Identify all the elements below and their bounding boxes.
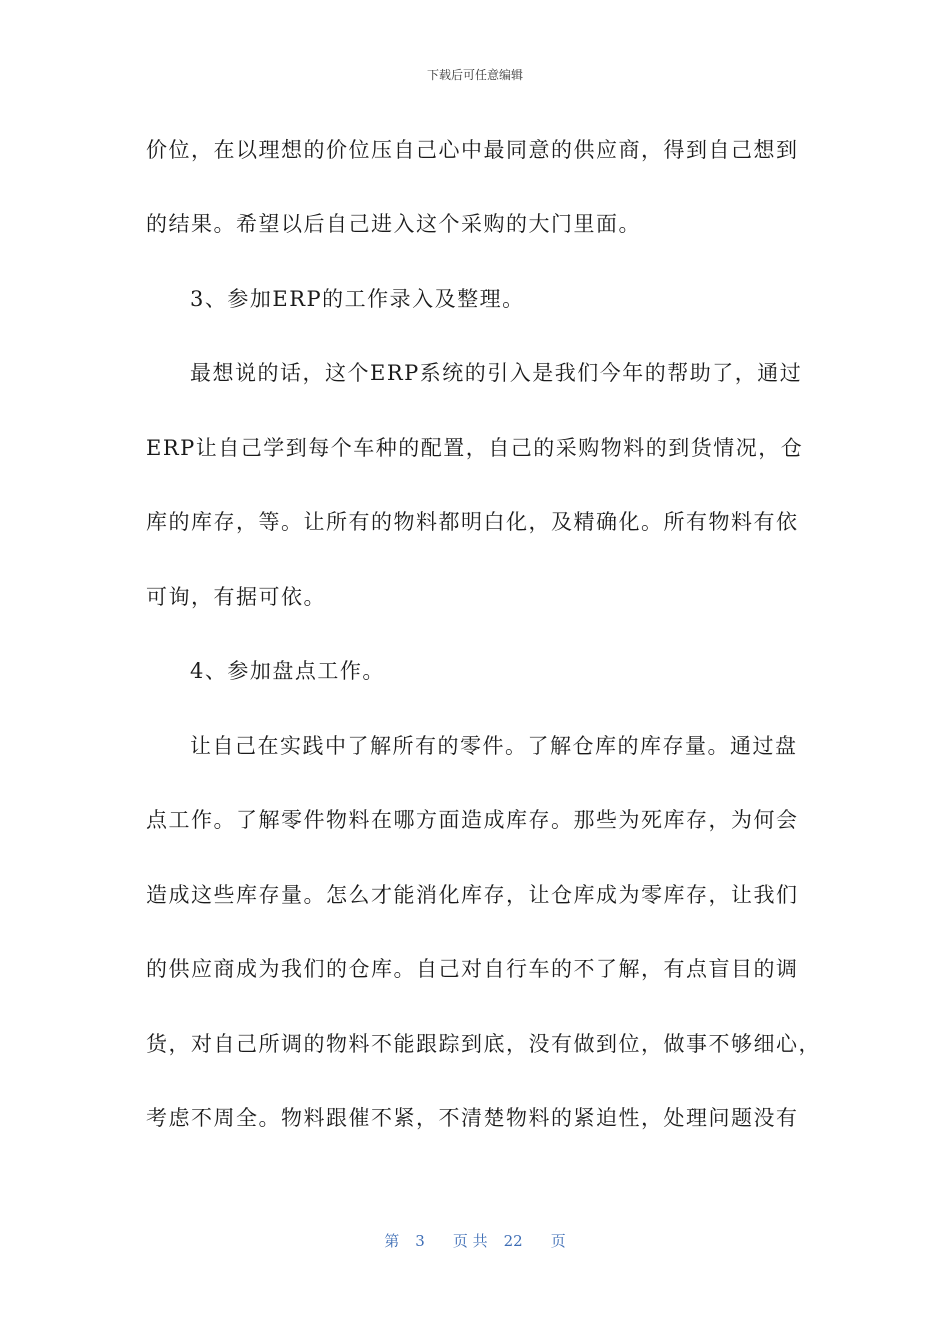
body-line: 最想说的话，这个ERP系统的引入是我们今年的帮助了，通过 [190,361,803,385]
page-mid: 页 共 [452,1232,488,1250]
body-line: 库的库存，等。让所有的物料都明白化，及精确化。所有物料有依 [146,510,799,534]
body-line: ERP让自己学到每个车种的配置，自己的采购物料的到货情况，仓 [146,436,804,460]
page-prefix: 第 [384,1232,400,1250]
body-line: 造成这些库存量。怎么才能消化库存，让仓库成为零库存，让我们 [146,883,799,907]
page-suffix: 页 [550,1232,566,1250]
page-current: 3 [415,1232,425,1250]
body-line: 点工作。了解零件物料在哪方面造成库存。那些为死库存，为何会 [146,808,799,832]
body-line: 考虑不周全。物料跟催不紧，不清楚物料的紧迫性，处理问题没有 [146,1106,799,1130]
page-footer [0,1230,950,1251]
body-line: 可询，有据可依。 [146,585,326,609]
header-note: 下载后可任意编辑 [426,68,523,82]
page-total: 22 [503,1232,523,1250]
body-line: 的结果。希望以后自己进入这个采购的大门里面。 [146,212,641,236]
body-line: 价位，在以理想的价位压自己心中最同意的供应商，得到自己想到 [146,138,799,162]
section-heading: 4、参加盘点工作。 [190,659,385,683]
section-heading: 3、参加ERP的工作录入及整理。 [190,287,525,311]
body-line: 货，对自己所调的物料不能跟踪到底，没有做到位，做事不够细心， [146,1032,821,1056]
body-line: 让自己在实践中了解所有的零件。了解仓库的库存量。通过盘 [190,734,798,758]
body-line: 的供应商成为我们的仓库。自己对自行车的不了解，有点盲目的调 [146,957,799,981]
